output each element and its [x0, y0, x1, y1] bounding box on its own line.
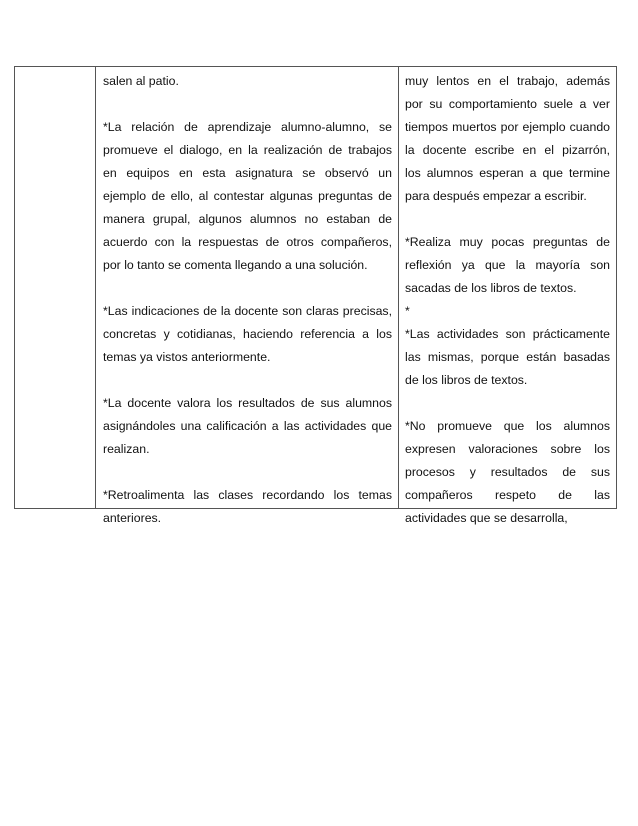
- text-line: muy lentos en el trabajo, además: [405, 74, 610, 88]
- text-line: reflexión ya que la mayoría son: [405, 258, 610, 272]
- blank-line: [405, 208, 610, 231]
- text-line: *Realiza muy pocas preguntas de: [405, 235, 610, 249]
- text-line: ejemplo de ello, al contestar algunas preguntas de: [103, 189, 392, 203]
- text-line: actividades que se desarrolla,: [405, 511, 568, 525]
- text-line: temas ya vistos anteriormente.: [103, 350, 271, 364]
- text-line: por lo tanto se comenta llegando a una solución.: [103, 258, 368, 272]
- text-line: asignándoles una calificación a las actividades que: [103, 419, 392, 433]
- text-line: *La docente valora los resultados de sus alumnos: [103, 396, 392, 410]
- text-line: expresen valoraciones sobre los: [405, 442, 610, 456]
- text-line: *La relación de aprendizaje alumno-alumno, se: [103, 120, 392, 134]
- text-line: *Las indicaciones de la docente son claras precisas,: [103, 304, 392, 318]
- table-cell-observations-left: [96, 67, 399, 525]
- blank-line: [103, 93, 392, 116]
- text-line: por su comportamiento suele a ver: [405, 97, 610, 111]
- text-line: sacadas de los libros de textos.: [405, 281, 577, 295]
- observation-table: [14, 66, 617, 525]
- text-line: procesos y resultados de sus: [405, 465, 610, 479]
- text-line: acuerdo con la respuestas de otros compañeros,: [103, 235, 392, 249]
- text-line: las mismas, porque están basadas: [405, 350, 610, 364]
- text-line: manera grupal, algunos alumnos no estaban de: [103, 212, 392, 226]
- text-line: *Retroalimenta las clases recordando los temas: [103, 488, 392, 502]
- blank-line: [103, 277, 392, 300]
- text-line: los alumnos esperan a que termine: [405, 166, 610, 180]
- text-line: promueve el dialogo, en la realización de trabajos: [103, 143, 392, 157]
- text-line: de los libros de textos.: [405, 373, 528, 387]
- text-line: realizan.: [103, 442, 150, 456]
- text-line: anteriores.: [103, 511, 162, 525]
- blank-line: [103, 461, 392, 484]
- text-line: *No promueve que los alumnos: [405, 419, 610, 433]
- text-line: *: [405, 304, 410, 318]
- table-cell-empty: [15, 67, 96, 508]
- text-line: tiempos muertos por ejemplo cuando: [405, 120, 610, 134]
- text-line: en equipos en esta asignatura se observó un: [103, 166, 392, 180]
- text-line: concretas y cotidianas, haciendo referencia a los: [103, 327, 392, 341]
- text-line: la docente escribe en el pizarrón,: [405, 143, 610, 157]
- text-line: salen al patio.: [103, 74, 179, 88]
- text-line: compañeros respeto de las: [405, 488, 610, 502]
- blank-line: [103, 369, 392, 392]
- text-line: *Las actividades son prácticamente: [405, 327, 610, 341]
- blank-line: [405, 392, 610, 415]
- table-cell-observations-right: [399, 67, 616, 525]
- text-line: para después empezar a escribir.: [405, 189, 587, 203]
